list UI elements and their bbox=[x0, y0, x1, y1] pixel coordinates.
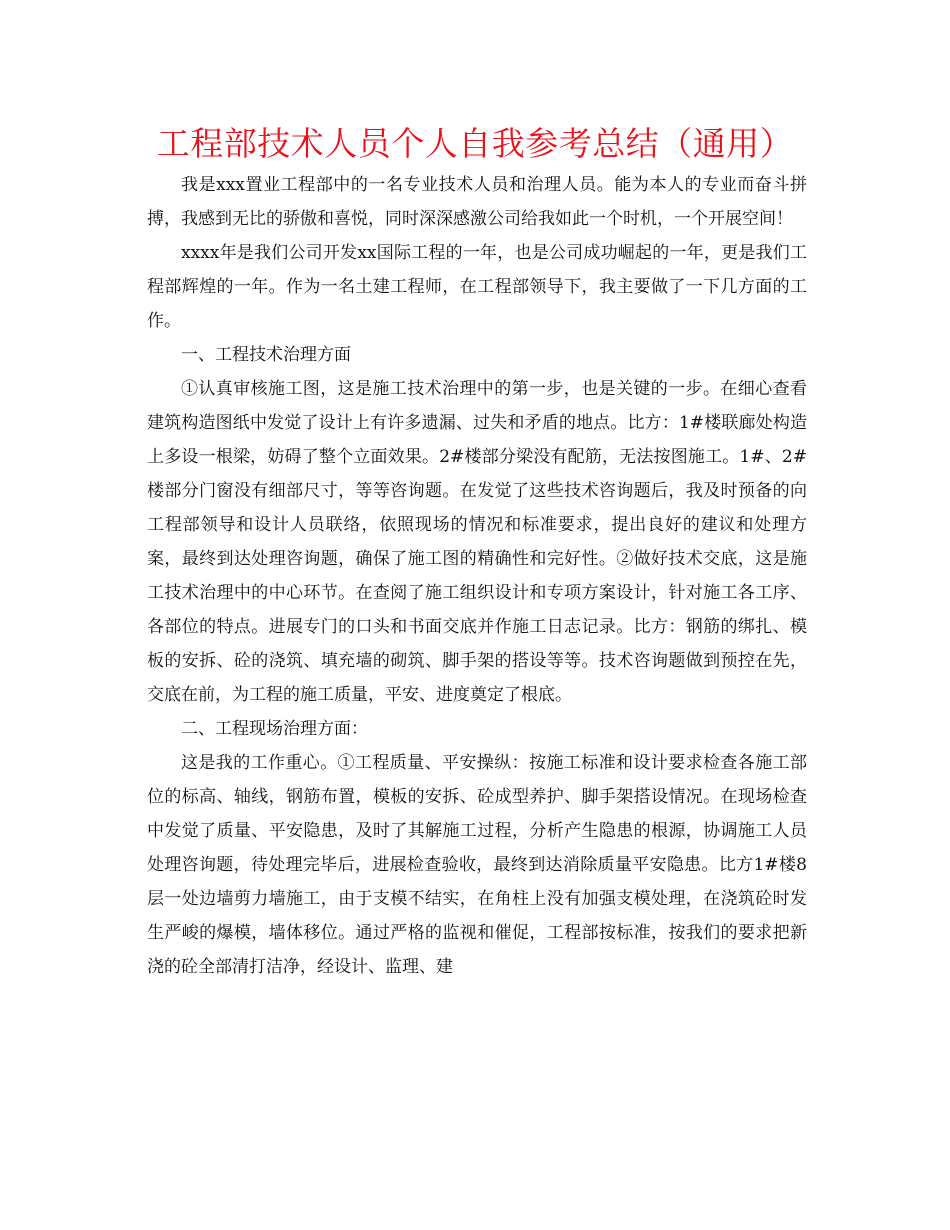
paragraph-site: 这是我的工作重心。①工程质量、平安操纵：按施工标准和设计要求检查各施工部位的标高、轴线，钢筋布置，模板的安拆、砼成型养护、脚手架搭设情况。在现场检查中发觉了质量、平安隐患，及时了其解施工过程，分析产生隐患的根源，协调施工人员处理咨询题，待处理完毕后，进展检查验收，最终到达消除质量平安隐患。比方1#楼8层一处边墙剪力墙施工，由于支模不结实，在角柱上没有加强支模处理，在浇筑砼时发生严峻的爆模，墙体移位。通过严格的监视和催促，工程部按标准，按我们的要求把新浇的砼全部清打洁净，经设计、监理、建 bbox=[147, 753, 807, 977]
paragraph-technical: ①认真审核施工图，这是施工技术治理中的第一步，也是关键的一步。在细心查看建筑构造图纸中发觉了设计上有许多遗漏、过失和矛盾的地点。比方：1#楼联廊处构造上多设一根梁，妨碍了整个立面效果。2#楼部分梁没有配筋，无法按图施工。1#、2#楼部分门窗没有细部尺寸，等等咨询题。在发觉了这些技术咨询题后，我及时预备的向工程部领导和设计人员联络，依照现场的情况和标准要求，提出良好的建议和处理方案，最终到达处理咨询题，确保了施工图的精确性和完好性。②做好技术交底，这是施工技术治理中的中心环节。在查阅了施工组织设计和专项方案设计，针对施工各工序、各部位的特点。进展专门的口头和书面交底并作施工日志记录。比方：钢筋的绑扎、模板的安拆、砼的浇筑、填充墙的砌筑、脚手架的搭设等等。技术咨询题做到预控在先，交底在前，为工程的施工质量，平安、进度奠定了根底。 bbox=[147, 379, 807, 705]
section-heading-site: 二、工程现场治理方面： bbox=[181, 719, 368, 739]
section-heading-technical: 一、工程技术治理方面 bbox=[181, 345, 351, 365]
paragraph-intro: 我是xxx置业工程部中的一名专业技术人员和治理人员。能为本人的专业而奋斗拼搏，我感到无比的骄傲和喜悦，同时深深感激公司给我如此一个时机，一个开展空间！ bbox=[147, 175, 807, 229]
document-body bbox=[147, 168, 807, 984]
document-title: 工程部技术人员个人自我参考总结（通用） bbox=[156, 124, 794, 163]
paragraph-year-summary: xxxx年是我们公司开发xx国际工程的一年，也是公司成功崛起的一年，更是我们工程部辉煌的一年。作为一名土建工程师，在工程部领导下，我主要做了一下几方面的工作。 bbox=[147, 243, 807, 331]
